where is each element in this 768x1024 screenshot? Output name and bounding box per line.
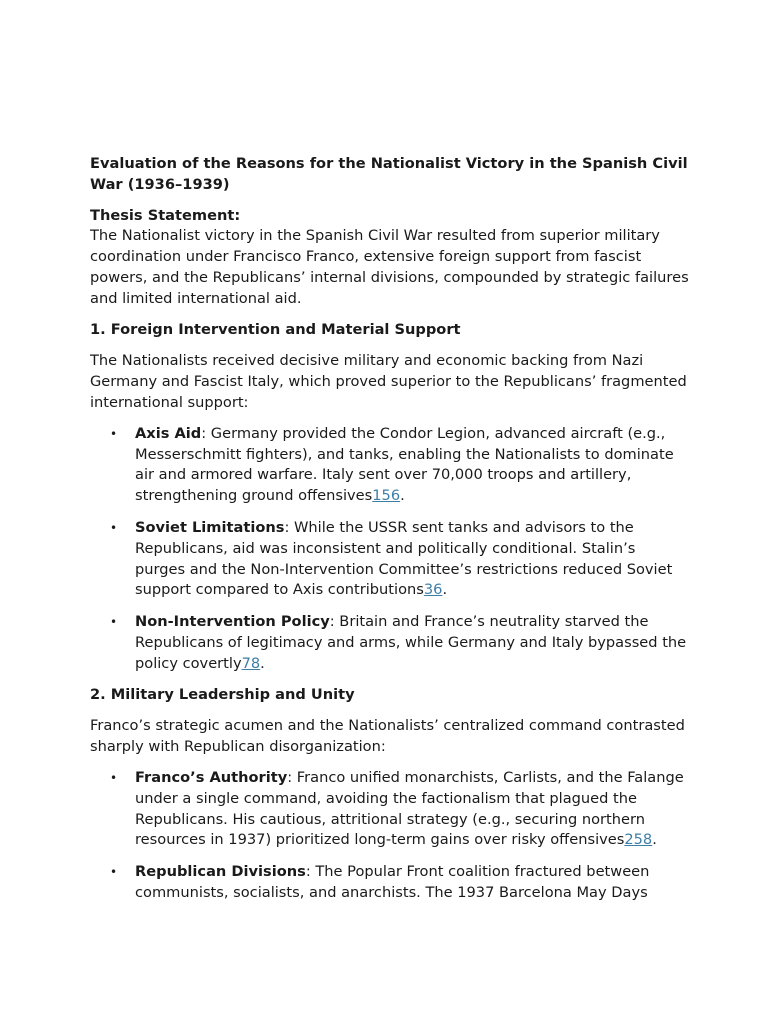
section-intro: The Nationalists received decisive military and economic backing from Nazi Germany and Fascist Italy, which proved superior to the Republicans’ fragmented international support:: [90, 352, 687, 411]
item-text: : Franco unified monarchists, Carlists, and the Falange under a single command, avoiding the factionalism that plagued the Republicans. His cautious, attritional strategy (e.g., securing northern resources in 1937) prioritized long-term gains over risky offensives: [135, 768, 684, 849]
item-term: Soviet Limitations: [135, 518, 285, 536]
citation-link[interactable]: 36: [423, 581, 443, 599]
list-item: [90, 424, 690, 507]
citation-link[interactable]: 156: [372, 487, 401, 505]
section-heading: 2. Military Leadership and Unity: [90, 685, 355, 703]
bullet-icon: •: [110, 865, 118, 880]
list-item: [90, 612, 690, 674]
item-term: Franco’s Authority: [135, 768, 288, 786]
item-end: .: [442, 581, 448, 599]
item-text: : Germany provided the Condor Legion, advanced aircraft (e.g., Messerschmitt fighters), and tanks, enabling the Nationalists to dominate air and armored warfare. Italy sent over 70,000 troops and artillery, strengthening ground offensives: [135, 424, 674, 505]
bullet-list: [90, 424, 690, 675]
bullet-list: [90, 768, 690, 904]
citation-link[interactable]: 78: [241, 654, 261, 672]
list-item: [90, 862, 690, 904]
bullet-icon: •: [110, 615, 118, 630]
section-intro: Franco’s strategic acumen and the Nationalists’ centralized command contrasted sharply with Republican disorganization:: [90, 717, 685, 756]
item-end: .: [652, 831, 657, 849]
section-heading: 1. Foreign Intervention and Material Support: [90, 320, 461, 338]
thesis-label: Thesis Statement:: [90, 206, 241, 224]
item-text: : The Popular Front coalition fractured between communists, socialists, and anarchists. The 1937 Barcelona May Days: [135, 863, 650, 901]
list-item: [90, 768, 690, 851]
document-page: [90, 154, 690, 914]
bullet-icon: •: [110, 520, 118, 535]
document-title: Evaluation of the Reasons for the Nationalist Victory in the Spanish Civil War (1936–1939): [90, 155, 688, 193]
list-item: [90, 518, 690, 601]
item-text: : Britain and France’s neutrality starved the Republicans of legitimacy and arms, while Germany and Italy bypassed the policy covertly: [135, 613, 687, 672]
item-term: Axis Aid: [135, 424, 202, 442]
bullet-icon: •: [110, 426, 118, 441]
thesis-text: The Nationalist victory in the Spanish Civil War resulted from superior military coordination under Francisco Franco, extensive foreign support from fascist powers, and the Republicans’ internal divisions, compounded by strategic failures and limited international aid.: [90, 227, 689, 307]
item-term: Republican Divisions: [135, 863, 306, 881]
item-end: .: [260, 654, 265, 672]
item-text: : While the USSR sent tanks and advisors to the Republicans, aid was inconsistent and politically conditional. Stalin’s purges and the Non-Intervention Committee’s restrictions reduced Soviet support compared to Axis contributions: [135, 518, 673, 599]
bullet-icon: •: [110, 770, 118, 785]
citation-link[interactable]: 258: [624, 831, 653, 849]
item-end: .: [400, 487, 405, 505]
item-term: Non-Intervention Policy: [135, 613, 330, 631]
